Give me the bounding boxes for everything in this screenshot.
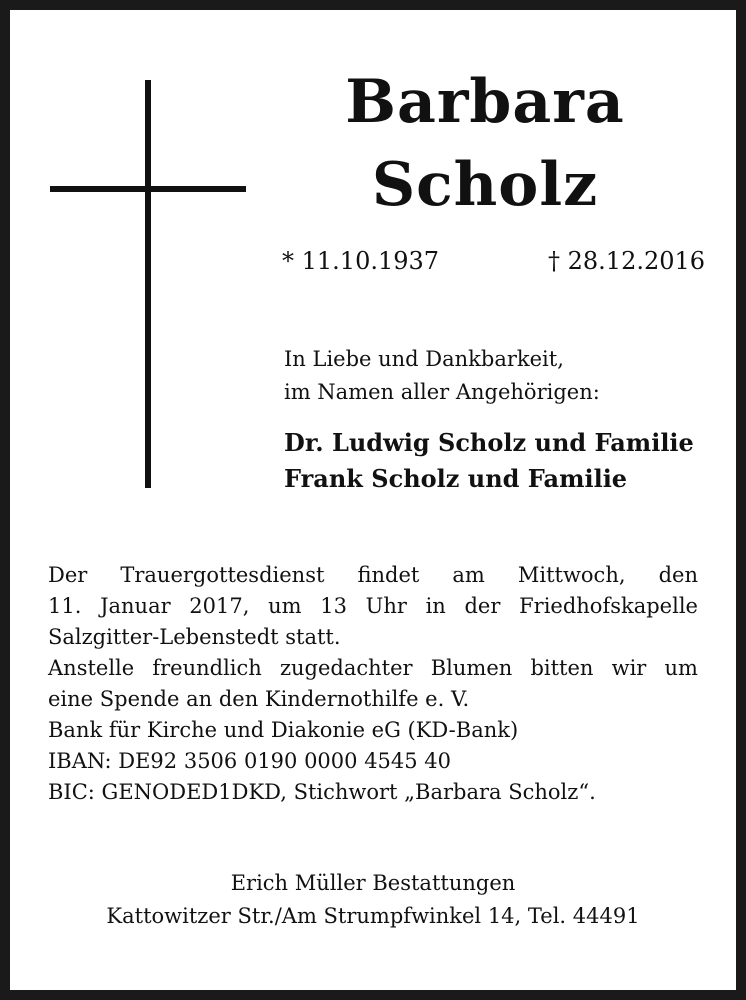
word: wir (611, 656, 647, 680)
word: freundlich (152, 656, 262, 680)
word: 2017, (189, 594, 250, 618)
service-line-2 (48, 591, 698, 622)
family-line: Frank Scholz und Familie (284, 464, 628, 493)
word: Trauergottesdienst (120, 563, 325, 587)
donation-line-2: eine Spende an den Kindernothilfe e. V. (48, 687, 470, 711)
word: Mittwoch, (517, 563, 626, 587)
first-name: Barbara (345, 67, 625, 137)
service-line-1 (48, 560, 698, 591)
word: findet (357, 563, 420, 587)
word: der (464, 594, 501, 618)
word: Friedhofskapelle (519, 594, 698, 618)
family-names (284, 425, 694, 497)
intro-line: In Liebe und Dankbarkeit, (284, 347, 564, 371)
bic: BIC: GENODED1DKD, Stichwort „Barbara Scholz“. (48, 780, 596, 804)
word: Januar (100, 594, 171, 618)
bank-name: Bank für Kirche und Diakonie eG (KD-Bank) (48, 718, 519, 742)
notice-body (48, 560, 698, 808)
birth-date: * 11.10.1937 (282, 247, 440, 275)
last-name: Scholz (371, 150, 599, 220)
word: 11. (48, 594, 82, 618)
cross-icon-bar (50, 186, 246, 192)
funeral-home-name: Erich Müller Bestattungen (230, 871, 516, 895)
funeral-home (0, 867, 746, 933)
word: den (658, 563, 698, 587)
iban: IBAN: DE92 3506 0190 0000 4545 40 (48, 749, 452, 773)
service-line-3: Salzgitter-Lebenstedt statt. (48, 625, 341, 649)
death-date: † 28.12.2016 (548, 247, 706, 275)
word: Der (48, 563, 88, 587)
family-line: Dr. Ludwig Scholz und Familie (284, 428, 694, 457)
funeral-home-address: Kattowitzer Str./Am Strumpfwinkel 14, Tel. 44491 (106, 904, 640, 928)
word: bitten (530, 656, 594, 680)
word: Anstelle (48, 656, 135, 680)
intro-text (284, 343, 600, 409)
word: um (268, 594, 302, 618)
donation-line-1 (48, 653, 698, 684)
word: 13 (320, 594, 347, 618)
word: in (425, 594, 446, 618)
word: am (452, 563, 485, 587)
intro-line: im Namen aller Angehörigen: (284, 380, 600, 404)
word: Blumen (430, 656, 513, 680)
cross-icon (145, 80, 151, 488)
word: Uhr (365, 594, 407, 618)
word: zugedachter (279, 656, 413, 680)
word: um (664, 656, 698, 680)
